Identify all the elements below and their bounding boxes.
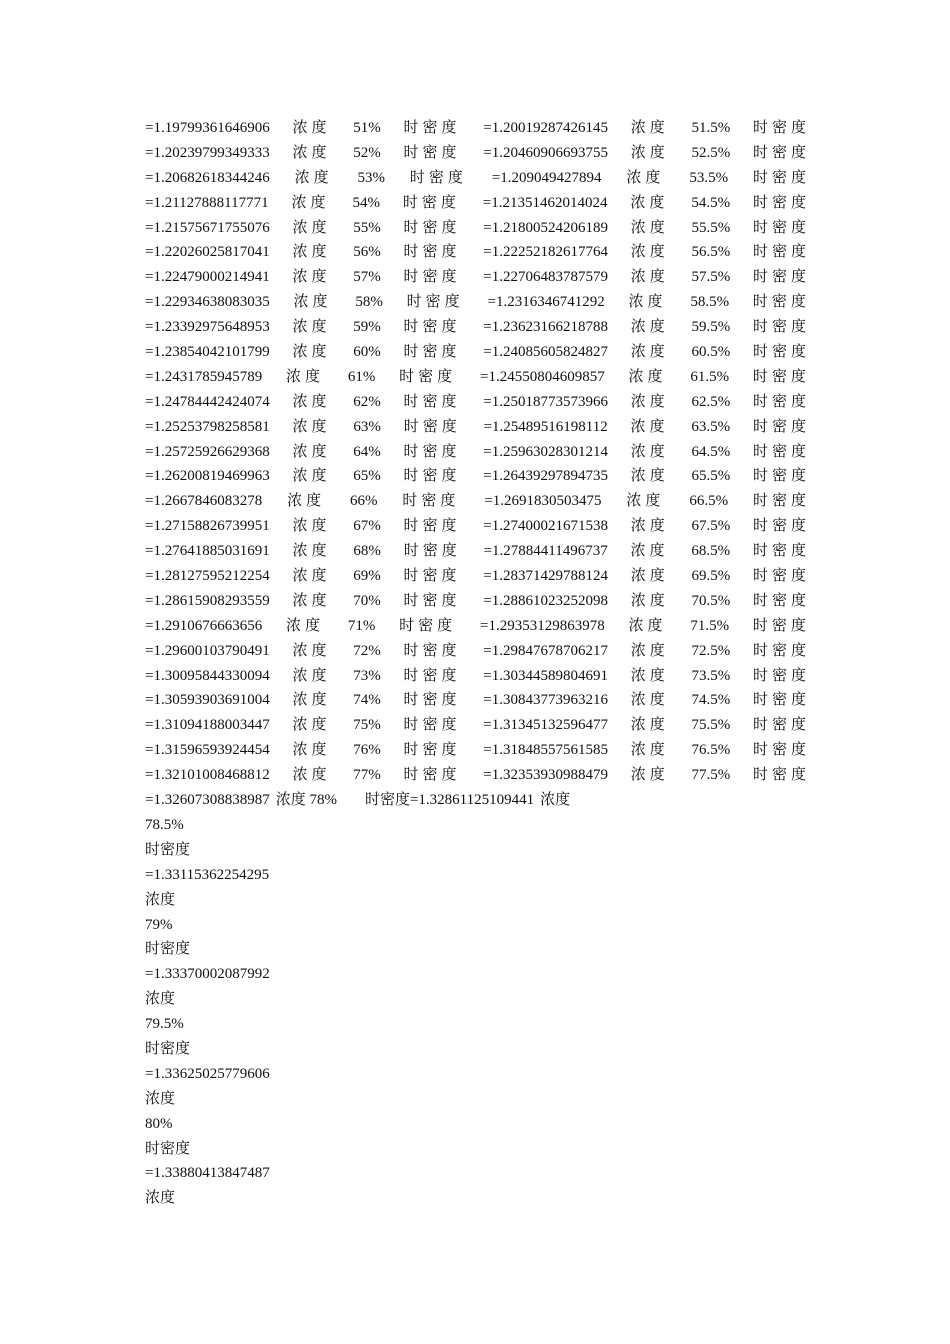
density-label: 时密度 xyxy=(752,244,810,261)
density-label: 时密度 xyxy=(752,319,810,336)
density-label: 时密度 xyxy=(403,592,461,609)
concentration-percent: 69% xyxy=(353,568,381,585)
density-label: 时密度 xyxy=(752,219,810,236)
concentration-label: 浓度 xyxy=(630,443,669,460)
concentration-percent: 68% xyxy=(353,543,381,560)
concentration-label: 浓度 xyxy=(292,269,331,286)
density-value: =1.20682618344246 xyxy=(145,169,270,186)
density-value: =1.28615908293559 xyxy=(145,592,270,609)
concentration-percent: 76.5% xyxy=(691,742,731,759)
concentration-label: 浓度 xyxy=(630,742,669,759)
concentration-percent: 51.5% xyxy=(691,120,731,136)
density-value: =1.21800524206189 xyxy=(483,219,608,236)
density-label: 时密度 xyxy=(403,543,461,560)
concentration-percent: 68.5% xyxy=(691,543,731,560)
density-label: 时密度 xyxy=(403,443,461,460)
table-row xyxy=(145,390,810,415)
density-value: =1.25725926629368 xyxy=(145,443,270,460)
table-row xyxy=(145,464,810,489)
density-label: 时密度 xyxy=(406,294,464,311)
table-row xyxy=(145,514,810,539)
list-item: 时密度 xyxy=(145,1140,191,1157)
last-row-cell: =1.32607308838987 xyxy=(145,792,270,809)
table-row xyxy=(145,664,810,689)
concentration-percent: 73.5% xyxy=(691,667,731,684)
concentration-label: 浓度 xyxy=(293,294,332,311)
density-label: 时密度 xyxy=(399,368,457,385)
table-row xyxy=(145,713,810,738)
density-value: =1.2910676663656 xyxy=(145,617,263,634)
density-label: 时密度 xyxy=(403,642,461,659)
concentration-label: 浓度 xyxy=(626,169,665,186)
density-value: =1.32101008468812 xyxy=(145,767,270,784)
concentration-percent: 52.5% xyxy=(691,144,731,161)
concentration-label: 浓度 xyxy=(292,692,331,709)
density-label: 时密度 xyxy=(752,269,810,286)
concentration-label: 浓度 xyxy=(630,194,669,211)
concentration-label: 浓度 xyxy=(630,319,669,336)
density-label: 时密度 xyxy=(752,418,810,435)
density-label: 时密度 xyxy=(752,642,810,659)
list-item: =1.33115362254295 xyxy=(145,866,270,883)
density-value: =1.22026025817041 xyxy=(145,244,270,261)
density-label: 时密度 xyxy=(752,493,810,510)
density-label: 时密度 xyxy=(752,169,810,186)
concentration-percent: 75% xyxy=(353,717,381,734)
density-label: 时密度 xyxy=(752,368,810,385)
density-value: =1.27158826739951 xyxy=(145,518,270,535)
concentration-label: 浓度 xyxy=(292,717,331,734)
table-row xyxy=(145,614,810,639)
density-label: 时密度 xyxy=(752,120,810,136)
density-label: 时密度 xyxy=(403,319,461,336)
concentration-label: 浓度 xyxy=(292,468,331,485)
concentration-label: 浓度 xyxy=(630,518,669,535)
concentration-percent: 65% xyxy=(353,468,381,485)
concentration-percent: 59% xyxy=(353,319,381,336)
density-value: =1.21127888117771 xyxy=(145,194,269,211)
table-row xyxy=(145,639,810,664)
table-row xyxy=(145,116,810,141)
list-item: 80% xyxy=(145,1115,173,1132)
density-value: =1.2667846083278 xyxy=(145,493,263,510)
density-value: =1.27400021671538 xyxy=(483,518,608,535)
table-row xyxy=(145,589,810,614)
list-item: =1.33625025779606 xyxy=(145,1065,270,1082)
concentration-percent: 62% xyxy=(353,393,381,410)
concentration-label: 浓度 xyxy=(628,294,667,311)
density-value: =1.28861023252098 xyxy=(483,592,608,609)
density-value: =1.24550804609857 xyxy=(480,368,605,385)
concentration-percent: 74.5% xyxy=(691,692,731,709)
concentration-percent: 71% xyxy=(347,617,376,634)
table-row xyxy=(145,440,810,465)
concentration-percent: 54.5% xyxy=(691,194,731,211)
concentration-percent: 60.5% xyxy=(691,344,731,361)
concentration-percent: 51% xyxy=(353,120,381,136)
concentration-label: 浓度 xyxy=(292,344,331,361)
density-label: 时密度 xyxy=(752,294,810,311)
density-value: =1.23392975648953 xyxy=(145,319,270,336)
density-value: =1.30344589804691 xyxy=(483,667,608,684)
density-label: 时密度 xyxy=(752,344,810,361)
density-value: =1.23623166218788 xyxy=(483,319,608,336)
concentration-label: 浓度 xyxy=(630,543,669,560)
density-label: 时密度 xyxy=(752,717,810,734)
density-label: 时密度 xyxy=(752,767,810,784)
concentration-label: 浓度 xyxy=(292,443,331,460)
concentration-label: 浓度 xyxy=(292,642,331,659)
density-value: =1.29353129863978 xyxy=(480,617,605,634)
concentration-percent: 72% xyxy=(353,642,381,659)
concentration-percent: 65.5% xyxy=(691,468,731,485)
concentration-percent: 75.5% xyxy=(691,717,731,734)
list-item: 79% xyxy=(145,916,173,933)
density-label: 时密度 xyxy=(403,219,461,236)
density-label: 时密度 xyxy=(752,468,810,485)
concentration-label: 浓度 xyxy=(630,344,669,361)
density-label: 时密度 xyxy=(403,692,461,709)
last-row-cell: 浓度 xyxy=(540,792,571,809)
concentration-label: 浓度 xyxy=(628,617,667,634)
density-label: 时密度 xyxy=(403,244,461,261)
concentration-percent: 70.5% xyxy=(691,592,731,609)
list-item: 浓度 xyxy=(145,891,176,908)
concentration-percent: 73% xyxy=(353,667,381,684)
density-value: =1.30843773963216 xyxy=(483,692,608,709)
density-label: 时密度 xyxy=(402,493,460,510)
density-value: =1.23854042101799 xyxy=(145,344,270,361)
density-label: 时密度 xyxy=(403,518,461,535)
concentration-percent: 57.5% xyxy=(691,269,731,286)
density-value: =1.20019287426145 xyxy=(483,120,608,136)
concentration-label: 浓度 xyxy=(292,219,331,236)
density-label: 时密度 xyxy=(752,617,810,634)
concentration-label: 浓度 xyxy=(292,244,331,261)
concentration-label: 浓度 xyxy=(630,767,669,784)
list-item: =1.33880413847487 xyxy=(145,1165,270,1182)
density-label: 时密度 xyxy=(403,344,461,361)
density-label: 时密度 xyxy=(752,393,810,410)
density-value: =1.19799361646906 xyxy=(145,120,270,136)
concentration-percent: 60% xyxy=(353,344,381,361)
list-item: 时密度 xyxy=(145,941,191,958)
table-row xyxy=(145,166,810,191)
density-label: 时密度 xyxy=(403,393,461,410)
concentration-percent: 57% xyxy=(353,269,381,286)
list-item: 时密度 xyxy=(145,1041,191,1058)
table-row xyxy=(145,315,810,340)
concentration-percent: 66% xyxy=(350,493,378,510)
density-value: =1.25963028301214 xyxy=(483,443,608,460)
density-value: =1.26200819469963 xyxy=(145,468,270,485)
table-row xyxy=(145,141,810,166)
concentration-percent: 77.5% xyxy=(691,767,731,784)
concentration-percent: 67.5% xyxy=(691,518,731,535)
table-row xyxy=(145,290,810,315)
concentration-percent: 63.5% xyxy=(691,418,731,435)
list-item: 78.5% xyxy=(145,817,184,833)
concentration-percent: 67% xyxy=(353,518,381,535)
concentration-percent: 72.5% xyxy=(691,642,731,659)
concentration-label: 浓度 xyxy=(630,219,669,236)
concentration-label: 浓度 xyxy=(291,194,330,211)
concentration-label: 浓度 xyxy=(630,692,669,709)
density-label: 时密度 xyxy=(752,592,810,609)
density-value: =1.21351462014024 xyxy=(482,194,608,211)
concentration-percent: 58% xyxy=(355,294,383,311)
concentration-percent: 53.5% xyxy=(689,169,729,186)
list-item: =1.33370002087992 xyxy=(145,966,270,983)
table-row xyxy=(145,216,810,241)
density-value: =1.31345132596477 xyxy=(483,717,608,734)
density-label: 时密度 xyxy=(403,120,461,136)
density-label: 时密度 xyxy=(403,717,461,734)
list-item: 时密度 xyxy=(145,841,191,858)
density-label: 时密度 xyxy=(403,468,461,485)
density-value: =1.209049427894 xyxy=(491,169,602,186)
concentration-label: 浓度 xyxy=(292,418,331,435)
last-row-cell: 浓度 78% xyxy=(275,792,337,809)
density-label: 时密度 xyxy=(752,742,810,759)
concentration-label: 浓度 xyxy=(626,493,665,510)
concentration-label: 浓度 xyxy=(630,418,669,435)
density-value: =1.25018773573966 xyxy=(483,393,608,410)
density-label: 时密度 xyxy=(403,269,461,286)
list-item: 79.5% xyxy=(145,1016,184,1033)
concentration-label: 浓度 xyxy=(294,169,333,186)
concentration-label: 浓度 xyxy=(287,493,326,510)
density-value: =1.30095844330094 xyxy=(145,667,270,684)
concentration-percent: 74% xyxy=(353,692,381,709)
density-value: =1.2691830503475 xyxy=(484,493,602,510)
density-label: 时密度 xyxy=(752,667,810,684)
concentration-percent: 61.5% xyxy=(690,368,730,385)
concentration-label: 浓度 xyxy=(292,518,331,535)
last-row-cell: 时密度=1.32861125109441 xyxy=(364,792,535,809)
list-item: 浓度 xyxy=(145,1090,176,1107)
density-value: =1.30593903691004 xyxy=(145,692,270,709)
concentration-label: 浓度 xyxy=(630,393,669,410)
concentration-label: 浓度 xyxy=(630,592,669,609)
concentration-percent: 64.5% xyxy=(691,443,731,460)
list-item: 浓度 xyxy=(145,1190,176,1207)
density-value: =1.31596593924454 xyxy=(145,742,270,759)
density-label: 时密度 xyxy=(399,617,457,634)
concentration-percent: 53% xyxy=(357,169,386,186)
density-label: 时密度 xyxy=(403,568,461,585)
table-row-last xyxy=(145,788,810,813)
density-value: =1.26439297894735 xyxy=(483,468,608,485)
list-item: 浓度 xyxy=(145,991,176,1008)
concentration-label: 浓度 xyxy=(286,617,325,634)
density-label: 时密度 xyxy=(403,144,461,161)
density-label: 时密度 xyxy=(403,418,461,435)
concentration-percent: 66.5% xyxy=(689,493,729,510)
concentration-label: 浓度 xyxy=(628,368,667,385)
density-value: =1.25253798258581 xyxy=(145,418,270,435)
density-label: 时密度 xyxy=(752,144,810,161)
concentration-label: 浓度 xyxy=(292,393,331,410)
concentration-label: 浓度 xyxy=(292,568,331,585)
table-row xyxy=(145,489,810,514)
concentration-percent: 55% xyxy=(353,219,381,236)
table-row xyxy=(145,688,810,713)
density-label: 时密度 xyxy=(752,543,810,560)
concentration-percent: 62.5% xyxy=(691,393,731,410)
density-value: =1.2316346741292 xyxy=(487,294,605,311)
concentration-label: 浓度 xyxy=(292,543,331,560)
density-value: =1.22252182617764 xyxy=(483,244,608,261)
density-label: 时密度 xyxy=(402,194,460,211)
density-value: =1.27884411496737 xyxy=(483,543,608,560)
table-row xyxy=(145,365,810,390)
density-value: =1.32353930988479 xyxy=(483,767,608,784)
concentration-label: 浓度 xyxy=(630,717,669,734)
table-row xyxy=(145,539,810,564)
concentration-percent: 59.5% xyxy=(691,319,731,336)
density-value: =1.21575671755076 xyxy=(145,219,270,236)
density-value: =1.28371429788124 xyxy=(483,568,608,585)
density-value: =1.24085605824827 xyxy=(483,344,608,361)
density-value: =1.25489516198112 xyxy=(483,418,608,435)
table-row xyxy=(145,738,810,763)
concentration-percent: 70% xyxy=(353,592,381,609)
concentration-percent: 55.5% xyxy=(691,219,731,236)
density-table xyxy=(145,116,810,813)
concentration-label: 浓度 xyxy=(292,144,331,161)
density-value: =1.31848557561585 xyxy=(483,742,608,759)
concentration-percent: 63% xyxy=(353,418,381,435)
density-value: =1.22479000214941 xyxy=(145,269,270,286)
density-value: =1.29600103790491 xyxy=(145,642,270,659)
density-tail-list xyxy=(145,813,270,1211)
table-row xyxy=(145,340,810,365)
density-label: 时密度 xyxy=(752,518,810,535)
concentration-label: 浓度 xyxy=(292,592,331,609)
table-row xyxy=(145,763,810,788)
concentration-label: 浓度 xyxy=(630,468,669,485)
concentration-label: 浓度 xyxy=(292,120,331,136)
concentration-label: 浓度 xyxy=(630,568,669,585)
concentration-percent: 76% xyxy=(353,742,381,759)
density-value: =1.27641885031691 xyxy=(145,543,270,560)
concentration-percent: 71.5% xyxy=(690,617,730,634)
density-label: 时密度 xyxy=(752,568,810,585)
concentration-label: 浓度 xyxy=(630,269,669,286)
concentration-label: 浓度 xyxy=(292,742,331,759)
density-value: =1.24784442424074 xyxy=(145,393,270,410)
concentration-percent: 61% xyxy=(347,368,376,385)
density-value: =1.20239799349333 xyxy=(145,144,270,161)
density-label: 时密度 xyxy=(752,692,810,709)
concentration-label: 浓度 xyxy=(292,667,331,684)
concentration-percent: 77% xyxy=(353,767,381,784)
concentration-label: 浓度 xyxy=(630,244,669,261)
density-value: =1.20460906693755 xyxy=(483,144,608,161)
density-value: =1.22706483787579 xyxy=(483,269,608,286)
table-row xyxy=(145,265,810,290)
density-value: =1.31094188003447 xyxy=(145,717,270,734)
density-value: =1.29847678706217 xyxy=(483,642,608,659)
density-label: 时密度 xyxy=(403,742,461,759)
concentration-label: 浓度 xyxy=(630,642,669,659)
concentration-percent: 69.5% xyxy=(691,568,731,585)
concentration-label: 浓度 xyxy=(630,120,669,136)
density-value: =1.28127595212254 xyxy=(145,568,270,585)
concentration-label: 浓度 xyxy=(630,144,669,161)
concentration-percent: 64% xyxy=(353,443,381,460)
density-label: 时密度 xyxy=(752,194,810,211)
concentration-percent: 56.5% xyxy=(691,244,731,261)
density-value: =1.2431785945789 xyxy=(145,368,263,385)
concentration-percent: 58.5% xyxy=(690,294,730,311)
table-row xyxy=(145,564,810,589)
concentration-label: 浓度 xyxy=(630,667,669,684)
density-label: 时密度 xyxy=(752,443,810,460)
concentration-percent: 54% xyxy=(352,194,380,211)
density-label: 时密度 xyxy=(403,767,461,784)
concentration-label: 浓度 xyxy=(292,319,331,336)
concentration-label: 浓度 xyxy=(292,767,331,784)
concentration-percent: 56% xyxy=(353,244,381,261)
density-label: 时密度 xyxy=(409,169,467,186)
concentration-percent: 52% xyxy=(353,144,381,161)
density-value: =1.22934638083035 xyxy=(145,294,270,311)
table-row xyxy=(145,415,810,440)
concentration-label: 浓度 xyxy=(286,368,325,385)
table-row xyxy=(145,240,810,265)
table-row xyxy=(145,191,810,216)
density-label: 时密度 xyxy=(403,667,461,684)
